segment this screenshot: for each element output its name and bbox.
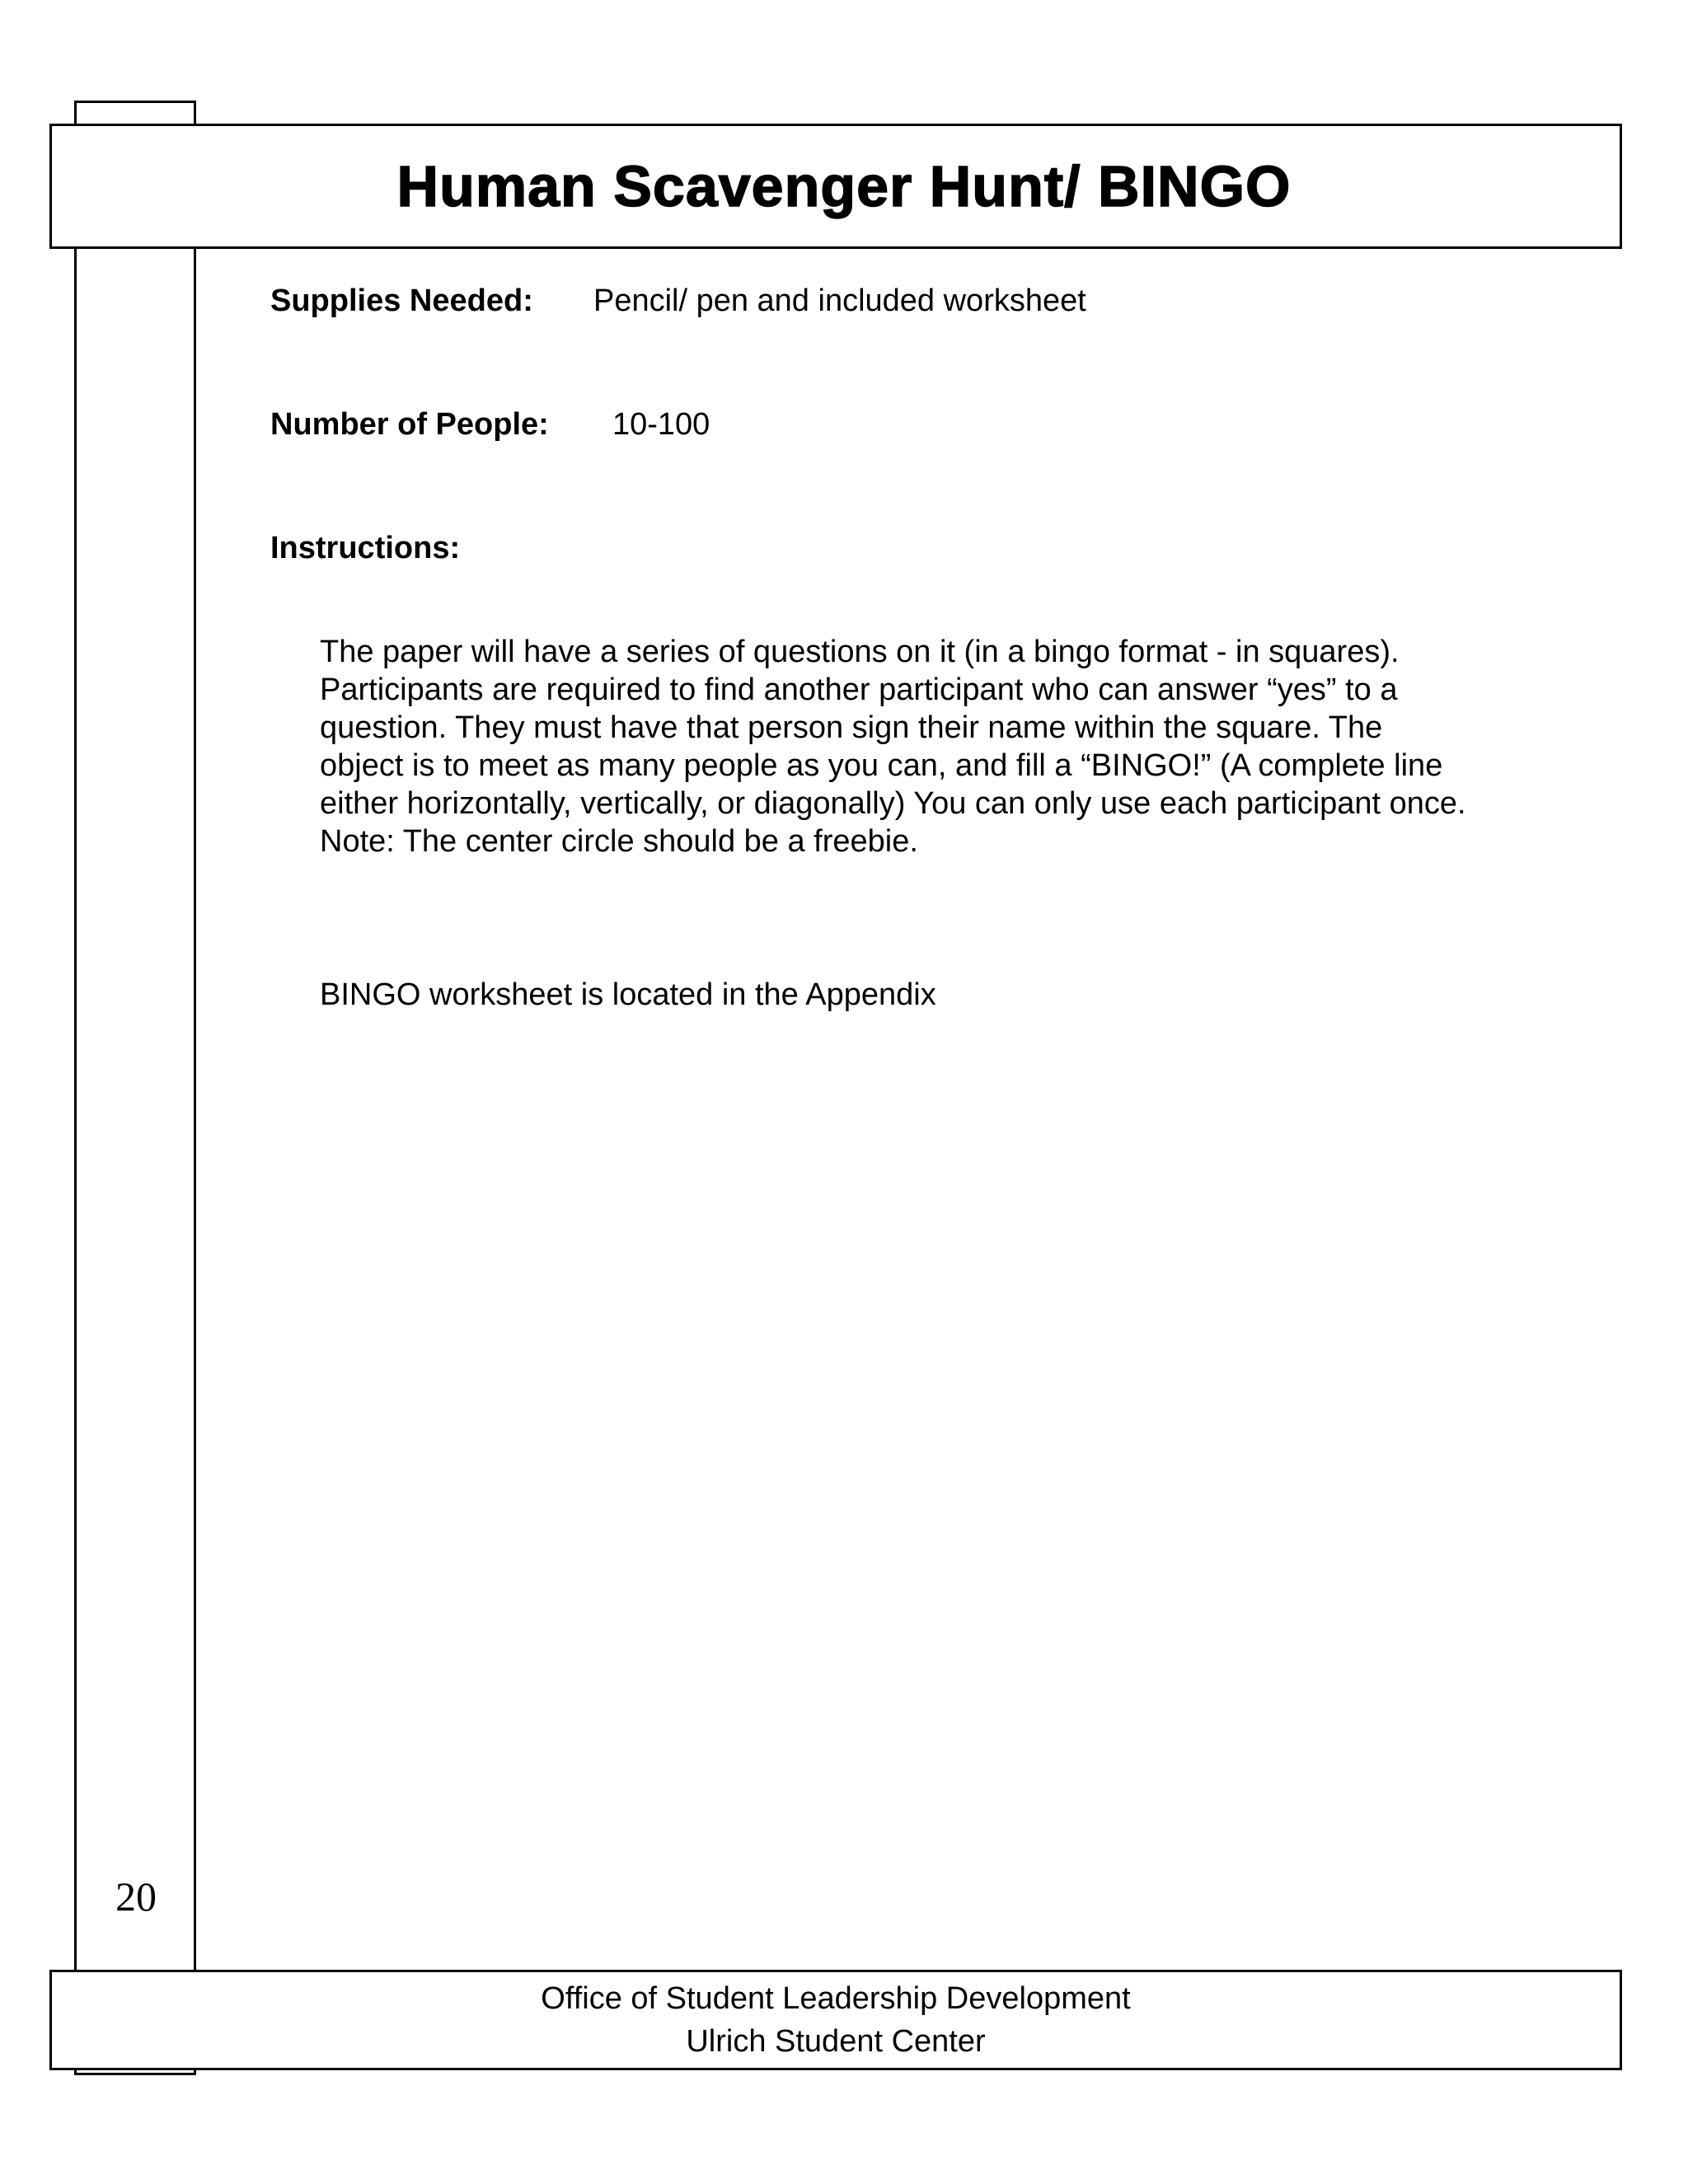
supplies-row <box>270 284 1086 319</box>
footer-office: Office of Student Leadership Development <box>541 1981 1131 2016</box>
instructions-body <box>320 633 1606 860</box>
instructions-line: either horizontally, vertically, or diagonally) You can only use each participant once. <box>320 786 1466 821</box>
instructions-label: Instructions: <box>270 531 461 565</box>
binder-strip <box>74 101 196 2075</box>
supplies-label: Supplies Needed: <box>270 284 533 318</box>
footer-box <box>49 1970 1622 2070</box>
instructions-line: object is to meet as many people as you can, and fill a “BINGO!” (A complete line <box>320 748 1443 783</box>
instructions-heading-row <box>270 531 460 566</box>
people-value: 10-100 <box>612 407 710 442</box>
instructions-line: Participants are required to find another participant who can answer “yes” to a <box>320 673 1398 707</box>
footer-center: Ulrich Student Center <box>686 2024 986 2059</box>
appendix-note: BINGO worksheet is located in the Appendix <box>320 977 936 1012</box>
people-row <box>270 407 710 443</box>
title-box <box>49 124 1622 249</box>
supplies-value: Pencil/ pen and included worksheet <box>593 284 1086 318</box>
page-title: Human Scavenger Hunt/ BINGO <box>396 154 1292 218</box>
instructions-line: The paper will have a series of questions on it (in a bingo format - in squares). <box>320 635 1400 669</box>
instructions-line: Note: The center circle should be a freebie. <box>320 824 918 859</box>
instructions-line: question. They must have that person sign their name within the square. The <box>320 710 1383 745</box>
people-label: Number of People: <box>270 407 549 442</box>
page-number: 20 <box>115 1873 157 1919</box>
